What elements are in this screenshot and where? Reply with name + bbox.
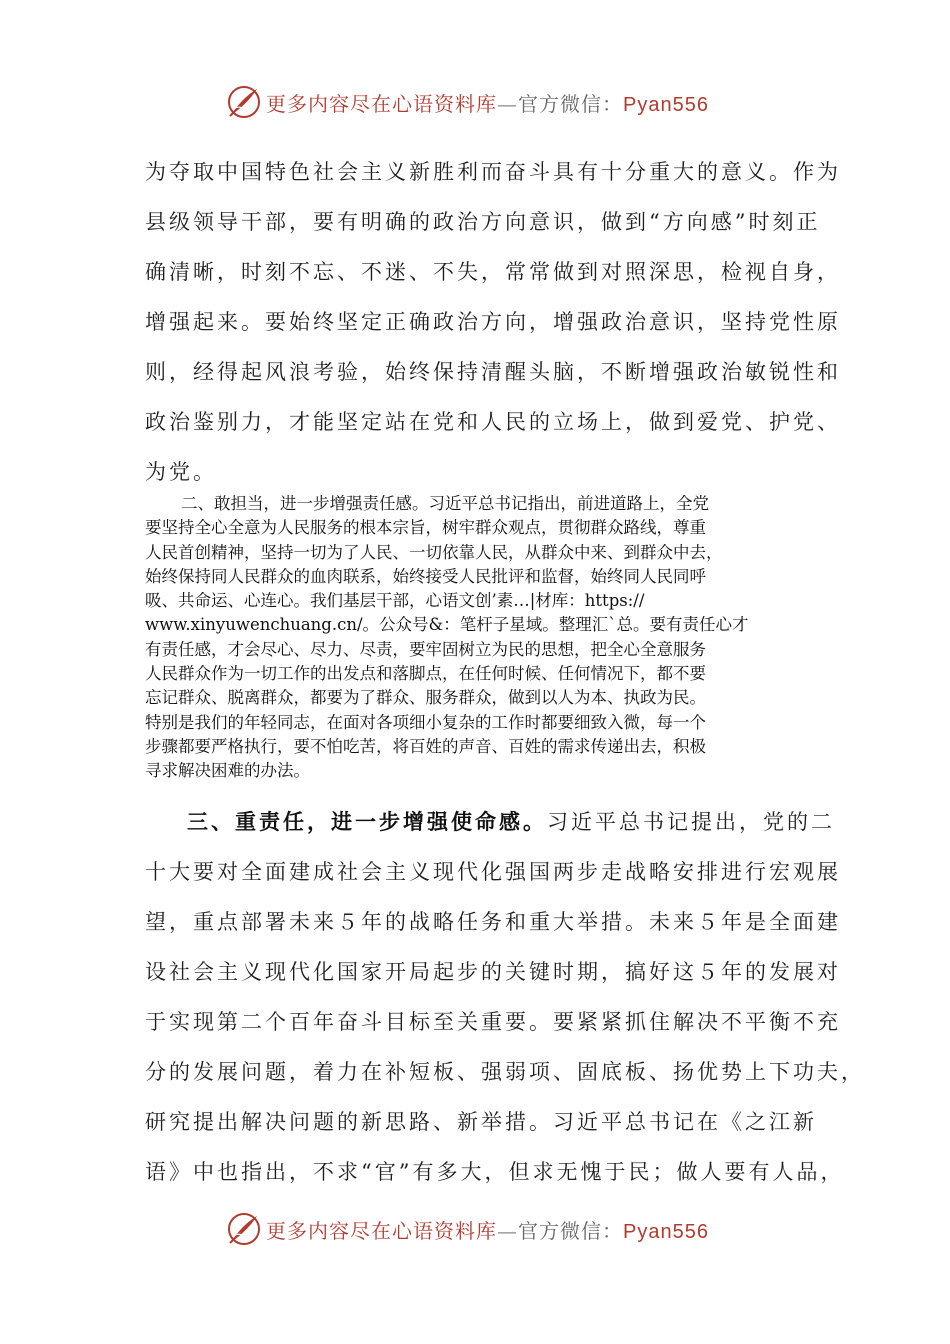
section2-line: 要坚持全心全意为人民服务的根本宗旨，树牢群众观点，贯彻群众路线，尊重	[145, 518, 706, 538]
footer-text	[266, 1215, 709, 1244]
section2-paragraph	[145, 492, 825, 784]
section2-line: 忘记群众、脱离群众，都要为了群众、服务群众，做到以人为本、执政为民。	[145, 688, 706, 708]
section3-line: 分的发展问题，着力在补短板、强弱项、固底板、扬优势上下功夫，	[145, 1060, 865, 1084]
header-wechat-id: Pyan556	[623, 94, 709, 116]
section2-line: 吸、共命运、心连心。我们基层干部，心语文创’素…|材库：https://	[145, 591, 645, 611]
section2-line: 步骤都要严格执行，要不怕吃苦，将百姓的声音、百姓的需求传递出去，积极	[145, 736, 706, 756]
section2-line: 寻求解决困难的办法。	[145, 761, 310, 781]
quill-pen-logo-icon	[226, 84, 262, 120]
section2-line: 始终保持同人民群众的血肉联系，始终接受人民批评和监督，始终同人民同呼	[145, 566, 706, 586]
section2-line: 特别是我们的年轻同志，在面对各项细小复杂的工作时都要细致入微，每一个	[145, 712, 706, 732]
section2-line: 人民群众作为一切工作的出发点和落脚点，在任何时候、任何情况下，都不要	[145, 664, 706, 684]
header-text	[266, 88, 709, 117]
section3-line: 望，重点部署未来５年的战略任务和重大举措。未来５年是全面建	[145, 910, 841, 934]
section2-line: 二、敢担当，进一步增强责任感。习近平总书记指出，前进道路上，全党	[181, 494, 709, 513]
section1-line: 县级领导干部，要有明确的政治方向意识，做到“方向感”时刻正	[145, 210, 821, 234]
section3-heading: 三、重责任，进一步增强使命感。	[187, 809, 547, 834]
section1-line: 为夺取中国特色社会主义新胜利而奋斗具有十分重大的意义。作为	[145, 160, 841, 184]
footer-main-text: 更多内容尽在心语资料库	[266, 1219, 497, 1243]
quill-pen-logo-icon	[226, 1211, 262, 1247]
footer-banner	[0, 1209, 950, 1249]
header-main-text: 更多内容尽在心语资料库	[266, 92, 497, 116]
section1-line: 确清晰，时刻不忘、不迷、不失，常常做到对照深思，检视自身，	[145, 260, 841, 284]
section2-line: 有责任感，才会尽心、尽力、尽责，要牢固树立为民的思想，把全心全意服务	[145, 639, 706, 659]
section3-line: 设社会主义现代化国家开局起步的关键时期，搞好这５年的发展对	[145, 960, 841, 984]
section3-first-line	[145, 806, 835, 836]
section2-line: www.xinyuwenchuang.cn/。公众号&：笔杆子星域。整理汇`总。要有责任心才	[145, 615, 749, 635]
section3-line: 研究提出解决问题的新思路、新举措。习近平总书记在《之江新	[145, 1110, 817, 1134]
footer-wechat-id: Pyan556	[623, 1221, 709, 1243]
section3-line: 十大要对全面建成社会主义现代化强国两步走战略安排进行宏观展	[145, 860, 841, 884]
footer-wechat-label: 官方微信：	[518, 1219, 623, 1243]
section1-line: 为党。	[145, 460, 217, 484]
section3-first-line-text: 习近平总书记提出，党的二	[547, 810, 835, 834]
section3-line: 语》中也指出，不求“官”有多大，但求无愧于民；做人要有人品，	[145, 1160, 845, 1184]
section1-line: 政治鉴别力，才能坚定站在党和人民的立场上，做到爱党、护党、	[145, 410, 841, 434]
section2-line: 人民首创精神，坚持一切为了人民、一切依靠人民，从群众中来、到群众中去，	[145, 542, 723, 562]
section3-line: 于实现第二个百年奋斗目标至关重要。要紧紧抓住解决不平衡不充	[145, 1010, 841, 1034]
section1-line: 增强起来。要始终坚定正确政治方向，增强政治意识，坚持党性原	[145, 310, 841, 334]
header-wechat-label: 官方微信：	[518, 92, 623, 116]
header-separator: —	[497, 92, 518, 116]
section1-line: 则，经得起风浪考验，始终保持清醒头脑，不断增强政治敏锐性和	[145, 360, 841, 384]
footer-separator: —	[497, 1219, 518, 1243]
header-banner	[0, 82, 950, 122]
